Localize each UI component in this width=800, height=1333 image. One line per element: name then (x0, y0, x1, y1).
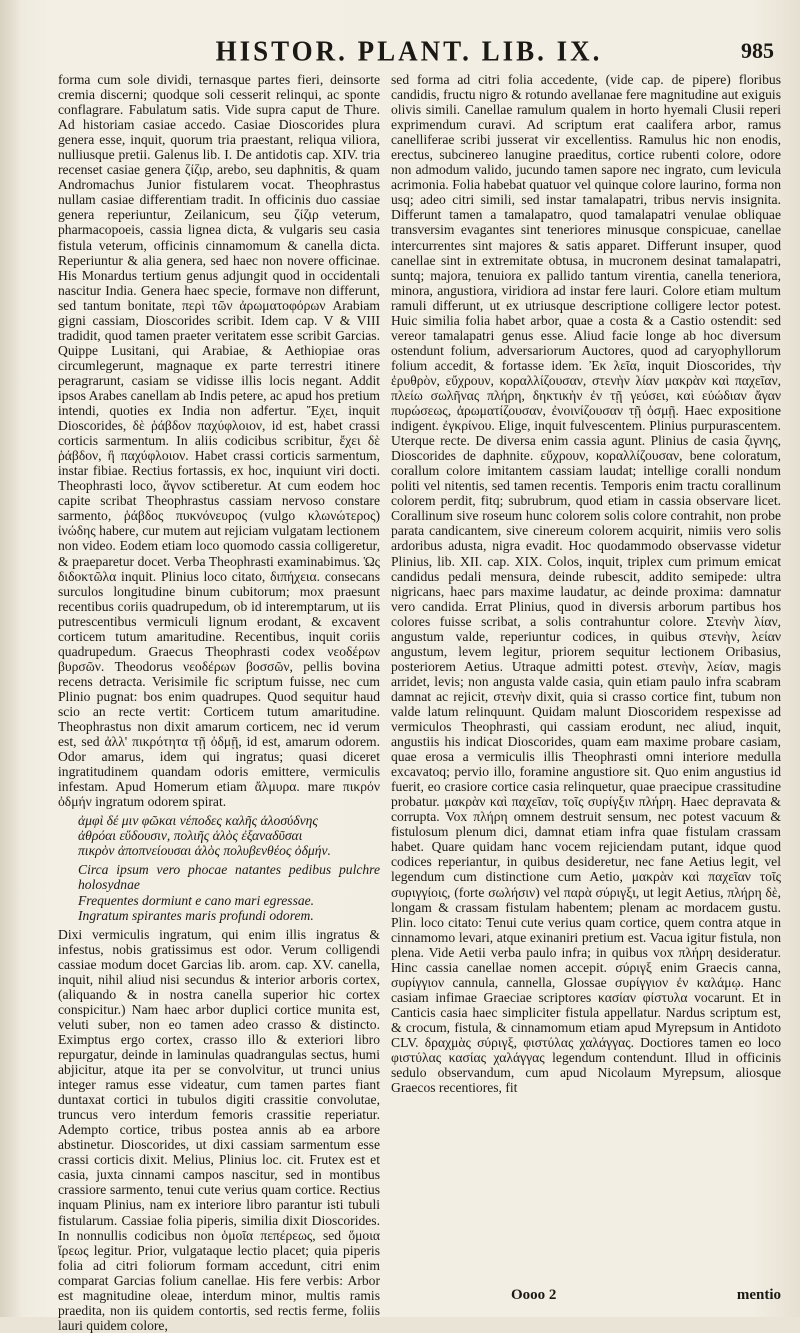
right-column (391, 72, 781, 1281)
page-number: 985 (741, 38, 774, 63)
latin-verse-line: Frequentes dormiunt e cano mari egressae. (78, 892, 315, 908)
right-column-paragraph: sed forma ad citri folia accedente, (vide cap. de pipere) floribus candidis, fructu nigro & rotundo avellanae fere magnitudine aut exiguis olivis simili. Canellae ramulum qualem in horto hyemali Clusii reperi exprimendum curavi. Ad scriptum erat caalifera arbor, ramus canelliferae scribi jusserat vir excellentiss. Ramulus hic non enodis, erectus, subcinereo lanugine praeditus, cortice rubenti colore, odore non admodum valido, jucundo tamen sapore nec ingrato, cum levicula acrimonia. Folia habebat quatuor vel quinque colore laurino, forma non usq; adeo citri simili, sed instar tamalapatri, tribus nervis insignita. Differunt tamen a tamalapatro, quod tamalapatri venulae obliquae transversim evagantes sint teneriores minusque conspicuae, canellae intercurrentes sint majores & satis apparet. Differunt insuper, quod canellae sint in extremitate obtusa, in mucronem desinat tamalapatri, suntq; majora, tenuiora ex pallido tantum virentia, canella teneriora, minora, angustiora, viridiora ad instar fere lauri. Colore etiam multum ramuli differunt, ut ex utriusque descriptione colligere lector potest. Huic similia folia habet arbor, quae a costa & a Castio ostendit: sed vereor tamalapatri genus esse. Aliud facie longe ab hoc diversum ostendunt folium, adversariorum Auctores, quod ad caryophyllorum folium accedit, & fortasse idem. Ἐκ λεῖα, inquit Dioscorides, τὴν ἐρυθρὸν, εὔχρουν, κοραλλίζουσαν, στενὴν λίαν μακρὰν καὶ παχεῖαν, πλείω σωλῆνας πλήρη, δηκτικὴν ἐν τῇ γεύσει, καὶ εὐώδιαν ἄγαν πυρώσεως, ἀρωματίζουσαν, ἐνοινίζουσαν τῇ ὀσμῇ. Haec expositione indigent. ἐγκρίνου. Elige, inquit fulvescentem. Plinius purpurascentem. Uterque recte. De diversa enim cassia agunt. Plinius de casia ζιγνης, Dioscorides de daphnite. εὔχρουν, κοραλλίζουσαν, bene coloratum, corallum colore imitantem cassiam laudat; intellige coralli nondum politi vel nitentis, sed tamen recentis. Temporis enim tractu corallinum colorem perdit, fitq; subrubrum, quod etiam in cassia observare licet. Corallinum sive roseum hunc colorem solis colore contrahit, non probe parata candicantem, sive cinereum colorem acquirit, nimiis vero solis ardoribus adusta, nigra evadit. Hoc quodammodo observasse videtur Plinius, lib. XII. cap. XIX. Colos, inquit, triplex cum primum emicat candidus pedali mensura, deinde rubescit, addito semipede: ultra nigricans, haec pars maxime laudatur, ac deinde proxima: damnatur vero candida. Errat Plinius, quod in diversis arborum partibus hos colores fuisse scribat, a solis contrahuntur colore. Στενὴν λίαν, angustum valde, reperiuntur codices, in quibus στενὴν, λείαν angustum, levem legitur, priorem sequitur lectionem Oribasius, posteriorem Aetius. Utraque admitti potest. στενὴν, λείαν, magis arridet, levis; non angusta valde casia, quin etiam paulo infra scabram damnat ac rejicit, στενὴν dixit, quia si crasso cortice fint, tubum non valde latum relinquunt. Quidam malunt Dioscoridem respexisse ad vermiculos Theophrasti, qui cassiam erodunt, nec aliud, inquit, angustiis his indicat Dioscorides, quam eam maxime probare casiam, quae erosa a vermiculis illis Theophrasti omni interiore medulla excavatoq; pervio illo, foramine angustiore sit. Quo enim angustius id fuerit, eo crasiore cortice casia relinquetur, quae praecipue crassitudine probatur. μακρὰν καὶ παχεῖαν, τοῖς συρίγξιν πλήρη. Haec depravata & corrupta. Vox πλήρη omnem destruit sensum, nec potest vacuum & fistulosum plenum dici, damnat etiam infra quae fistulam crassam habet. Quare quidam hanc vocem rejiciendam putant, idque quod codices reperiantur, in quibus desideretur, nec fane Aetius legit, vel legendum cum distinctione cum Aetio, μακρὰν καὶ παχεῖαν τοῖς συριγγίοις, (forte σωλήσιν) vel παρὰ σύριγξι, ut legit Aetius, πλήρη δὲ, longam & crassam fistulam habentem; plenam ac mordacem gustu. Plin. loco citato: Tenui cute verius quam cortice, quem contra atque in cinnamomo levari, atque exinaniri pretium est. Vacua igitur fistula, non plena. Vide Aetii verba paulo infra; in quibus vox πλήρη desideratur. Hinc cassia canellae nomen accepit. σύριγξ enim Graecis canna, συρίγγιον cannula, cannella, Glossae συρίγγιον ἐν καλάμῳ. Hanc casiam infimae Graeciae scriptores κασίαν φίστυλα vocarunt. Et in Canticis casia haec simpliciter fistula appellatur. Nardus scriptum est, & crocum, fistula, & cinnamomum etiam apud Myrepsum in Antidoto CLV. δραχμὰς σύριγξ, φιστύλας χαλάγγας. Doctiores tamen eo loco φιστύλας κασίας χαλάγγας legendum contendunt. Illud in officinis sedulo observandum, cum apud Nicolaum Myrepsum, aliosque Graecos recentiores, fit (391, 72, 781, 1096)
left-column-paragraph-2: Dixi vermiculis ingratum, qui enim illis ingratus & infestus, nobis gratissimus est odor. Verum colligendi cassiae modum docet Garcias lib. arom. cap. XV. canella, inquit, nihil aliud nisi secundus & interior arboris cortex, (aliquando & in nostra canella superior hic cortex conspicitur.) Nam haec arbor duplici cortice munita est, veluti suber, non eo tamen adeo crasso & distincto. Eximptus ergo cortex, crasso illo & exteriori libro repurgatur, deinde in laminulas quadrangulas sectus, humi abjicitur, atque ita per se convolvitur, ut trunci unius integer ramus esse videatur, cum tamen partes fiant duntaxat cortici in tubulos digiti crassitie convolutae, truncus vero interdum femoris crassitie reperiatur. Adempto cortice, tribus postea annis ab ea arbore abstinetur. Dioscorides, ut dixi cassiam sarmentum esse crassi corticis dixit. Melius, Plinius loc. cit. Frutex est et casia, juxta cinnami campos nascitur, sed in montibus crassiore sarmento, tenui cute verius quam cortice. Rectius inquam Plinius, nam ex interiore libro parantur isti tubuli fistularum. Cassiae folia piperis, similia dixit Dioscorides. In nonnullis codicibus non ὁμοῖα πεπέρεως, sed ὅμοια ἴρεως legitur. Prior, vulgataque lectio placet; quia piperis folia ad citri foliorum formam accedunt, citri enim comparat Garcias folium canellae. His fere verbis: Arbor est magnitudine oleae, interdum minor, multis ramis praedita, non iis quidem contortis, sed rectis ferme, foliis lauri quidem colore, (58, 926, 380, 1333)
latin-verse-line: Ingratum spirantes maris profundi odorem. (78, 907, 314, 923)
signature-mark: Oooo 2 (511, 1287, 557, 1303)
left-column-paragraph-1: forma cum sole dividi, ternasque partes fieri, deinsorte cremia discerni; quodque soli cesserit relinqui, ac sponte conflagrare. Fabulatum satis. Vide supra caput de Thure. Ad historiam casiae accedo. Casiae Dioscorides plura genera esse, inquit, quorum tria praestant, reliqua viliora, nulliusque pretii. Galenus lib. I. De antidotis cap. XIV. tria recenset casiae genera ζίζιρ, arebo, seu daphnitis, & quam Andromachus Junior fistularem vocat. Theophrastus nullam casiae differentiam tradit. In officinis duo cassiae genera reperiuntur, Zeilanicum, seu ζίζιρ veterum, pharmacopoeis, cassia lignea dicta, & vulgaris seu casia fistula veterum, officinis cinnamomum & canella dicta. Reperiuntur & alia genera, sed haec non novere officinae. His Monardus tertium genus adjungit quod in occidentali nascitur India. Genera haec specie, formave non differunt, sed tantum bonitate, περὶ τῶν ἀρωματοφόρων Arabiam gigni cassiam, Dioscorides scribit. Idem cap. V & VIII tradidit, quod tamen praeter veritatem esse scribit Garcias. Quippe Lusitani, qui Arabiae, & Aethiopiae oras circumlegerunt, magnaque ex parte terrestri itinere peragrarunt, casiam se vidisse illis locis negant. Addit ipsos Arabes canellam ab Indis petere, ac apud hos pretium intendi, quoties ex India non adfertur. Ἔχει, inquit Dioscorides, δὲ ῥάβδον παχύφλοιον, id est, habet crassi corticis sarmentum. In aliis codicibus scribitur, ἔχει δὲ ῥάβδον, ἢ παχύφλοιον. Habet crassi corticis sarmentum, instar fibiae. Rectius fortassis, ex hoc, inquiunt viri docti. Theophrasti loco, ἄγνον sctiberetur. At cum eodem hoc capite scribat Theophrastus cassiam nervoso constare sarmento, ῥάβδος πυκνόνευρος (vulgo κλωνώτερος) ἰνώδης habere, cur mutem aut rejiciam vulgatam lectionem non video. Eodem etiam loco quomodo cassia colligeretur, & praeparetur docet. Verba Theophrasti examinabimus. Ὡς διδοκτῶλα inquit. Plinius loco citato, διπήχεια. consecans surculos longitudine binum cubitorum; mox praesunt recentibus coriis quadrupedum, ob id interemptarum, ut iis putrescentibus vermiculi lignum erodant, & excavent corticem tutum amaritudine. Recentibus, inquit coriis quadrupedum. Graecus Theophrasti codex νεοδέρων βυρσῶν. Theodorus νεοδέρων βοσσῶν, pellis bovina recens detracta. Verisimile fic scriptum fuisse, nec cum Plinio pugnat: bos enim quadrupes. Quod sequitur haud scio an recte vertit: Corticem tutum amaritudine. Theophrastus non dixit amarum corticem, nec id verum est, sed ἀλλ' πικρότητα τῇ ὀδμῇ, id est, amarum odorem. Odor amarus, idem qui ingratus; quasi diceret ingratitudinem quandam odoris emittere, vermiculis infestam. Apud Homerum etiam ἄλμυρα. mare πικρόν ὀδμήν ingratum odorem spirat. (58, 72, 380, 810)
page-header (40, 36, 778, 72)
catchword: mentio (736, 1287, 781, 1303)
left-column (58, 72, 380, 1333)
greek-verse-line: πικρὸν ἀποπνείουσαι ἁλὸς πολυβενθέος ὀδμήν. (78, 843, 331, 859)
latin-verse-line: Circa ipsum vero phocae natantes pedibus pulchre holosydnae (78, 862, 380, 893)
greek-verse-quotation (78, 813, 380, 858)
latin-verse-quotation (78, 862, 380, 922)
running-head: HISTOR. PLANT. LIB. IX. (215, 35, 603, 67)
page-gutter-shadow (0, 0, 22, 1317)
greek-verse-line: ἀμφὶ δέ μιν φῶκαι νέποδες καλῆς ἁλοσύδνης (78, 813, 318, 829)
greek-verse-line: ἀθρόαι εὕδουσιν, πολιῆς ἁλὸς ἐξαναδῦσαι (78, 828, 303, 844)
